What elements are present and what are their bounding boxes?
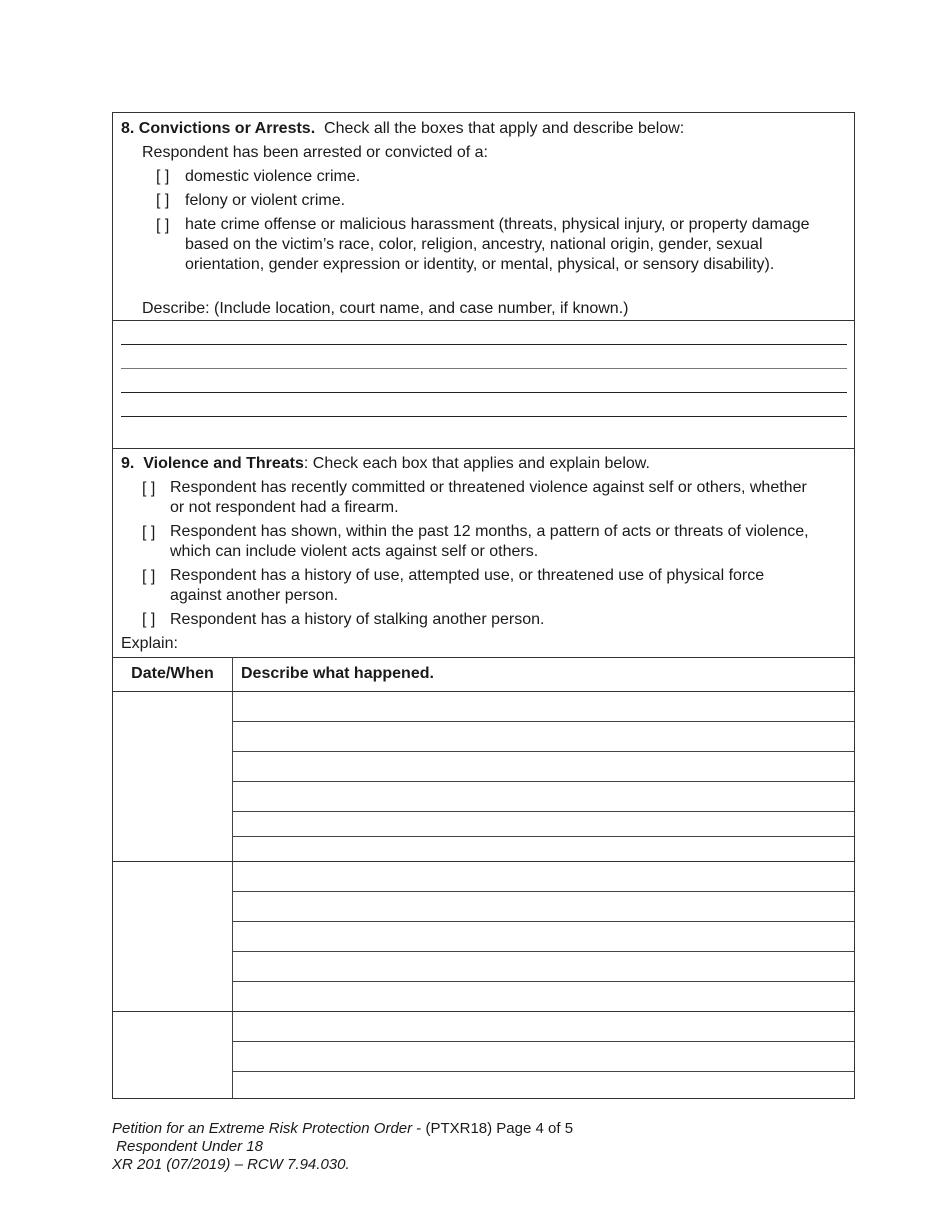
table-column-divider	[232, 657, 233, 1098]
describe-row-line[interactable]	[232, 981, 854, 982]
table-header-describe: Describe what happened.	[241, 665, 434, 682]
date-cell[interactable]	[113, 1012, 232, 1098]
petition-form	[112, 112, 855, 1099]
footer-form-title: Petition for an Extreme Risk Protection Order	[112, 1120, 413, 1137]
option-domestic-violence: domestic violence crime.	[185, 168, 361, 185]
page-footer	[112, 1120, 573, 1174]
describe-line-3[interactable]	[121, 392, 847, 393]
section8-instruction: Check all the boxes that apply and describe below:	[324, 120, 685, 137]
option-stalking: Respondent has a history of stalking another person.	[170, 611, 545, 628]
describe-row-line[interactable]	[232, 721, 854, 722]
section8-number: 8.	[121, 120, 135, 137]
describe-row-line[interactable]	[232, 921, 854, 922]
date-cell[interactable]	[113, 862, 232, 1011]
section8-heading	[121, 119, 684, 138]
section9-number: 9.	[121, 455, 135, 472]
describe-line-4[interactable]	[121, 416, 847, 417]
table-top-border	[113, 657, 854, 658]
describe-row-line[interactable]	[232, 811, 854, 812]
table-header-date: Date/When	[131, 665, 214, 682]
describe-row-line[interactable]	[232, 1041, 854, 1042]
option-felony: felony or violent crime.	[185, 192, 346, 209]
footer-subtitle: Respondent Under 18	[112, 1138, 263, 1155]
describe-row-line[interactable]	[232, 836, 854, 837]
describe-row-line[interactable]	[232, 1071, 854, 1072]
describe-row-line[interactable]	[232, 751, 854, 752]
describe-line-1[interactable]	[121, 344, 847, 345]
footer-form-code: - (PTXR18) Page 4 of 5	[412, 1120, 574, 1137]
section9-title: Violence and Threats	[143, 455, 304, 472]
describe-row-line[interactable]	[232, 891, 854, 892]
section9-heading	[121, 454, 650, 473]
describe-row-line[interactable]	[232, 951, 854, 952]
describe-line-2[interactable]	[121, 368, 847, 369]
section8-describe-label: Describe: (Include location, court name, and case number, if known.)	[142, 300, 629, 317]
checkbox-recent-violence[interactable]: [ ]	[142, 480, 156, 497]
checkbox-felony[interactable]: [ ]	[156, 192, 170, 209]
date-cell[interactable]	[113, 692, 232, 861]
section8-intro: Respondent has been arrested or convicted of a:	[142, 144, 488, 161]
footer-line-1	[112, 1120, 573, 1138]
divider	[113, 320, 854, 321]
option-recent-violence: Respondent has recently committed or threatened violence against self or others, whether or not respondent had a firearm.	[170, 479, 807, 516]
option-hate-crime: hate crime offense or malicious harassment (threats, physical injury, or property damage based on the victim’s race, color, religion, ancestry, national origin, gender, sexual orientation, gender expression or identity, or mental, physical, or sensory disability).	[185, 216, 810, 273]
explain-label: Explain:	[121, 635, 178, 652]
checkbox-hate-crime[interactable]: [ ]	[156, 217, 170, 234]
option-physical-force: Respondent has a history of use, attempted use, or threatened use of physical force against another person.	[170, 567, 765, 604]
section9-instruction: : Check each box that applies and explain below.	[303, 455, 650, 472]
checkbox-domestic-violence[interactable]: [ ]	[156, 168, 170, 185]
checkbox-pattern-of-acts[interactable]: [ ]	[142, 524, 156, 541]
checkbox-physical-force[interactable]: [ ]	[142, 568, 156, 585]
divider	[113, 448, 854, 449]
describe-row-line[interactable]	[232, 781, 854, 782]
option-pattern-of-acts: Respondent has shown, within the past 12 months, a pattern of acts or threats of violence, which can include violent acts against self or others.	[170, 523, 809, 560]
section8-title: Convictions or Arrests.	[138, 120, 316, 137]
checkbox-stalking[interactable]: [ ]	[142, 611, 156, 628]
footer-citation: XR 201 (07/2019) – RCW 7.94.030.	[112, 1156, 350, 1173]
